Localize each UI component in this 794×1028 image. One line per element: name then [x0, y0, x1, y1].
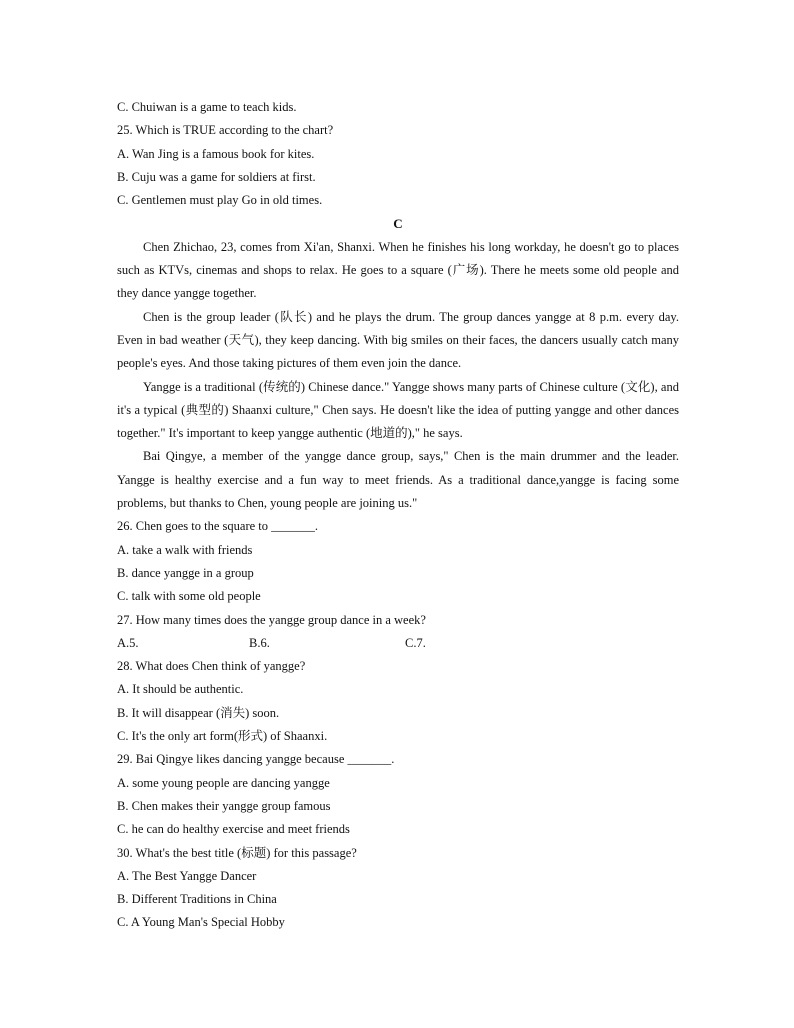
- option-b: B. dance yangge in a group: [117, 565, 254, 580]
- option-c: C. Gentlemen must play Go in old times.: [117, 193, 323, 208]
- option-a: A. It should be authentic.: [117, 682, 244, 697]
- paragraph: Chen Zhichao, 23, comes from Xi'an, Shanxi. When he finishes his long workday, he doesn't go to places such as KTVs, cinemas and shops to relax. He goes to a square (广场). There he meets some old people and they dance yangge together.: [117, 239, 679, 301]
- question-25: [117, 119, 679, 212]
- question-stem: 30. What's the best title (标题) for this passage?: [117, 845, 357, 860]
- option-a: A. The Best Yangge Dancer: [117, 868, 257, 883]
- option-b: B. Chen makes their yangge group famous: [117, 798, 331, 813]
- option-b: B. Cuju was a game for soldiers at first.: [117, 169, 316, 184]
- question-stem: 25. Which is TRUE according to the chart?: [117, 123, 334, 138]
- option-a: A. some young people are dancing yangge: [117, 775, 330, 790]
- paragraph: Yangge is a traditional (传统的) Chinese dance." Yangge shows many parts of Chinese culture (文化), and it's a typical (典型的) Shaanxi culture," Chen says. He doesn't like the idea of putting yangge and other dances together." It's important to keep yangge authentic (地道的)," he says.: [117, 379, 679, 441]
- paragraph: Chen is the group leader (队长) and he plays the drum. The group dances yangge at 8 p.m. every day. Even in bad weather (天气), they keep dancing. With big smiles on their faces, the dancers usually catch many people's eyes. And those taking pictures of them even join the dance.: [117, 309, 679, 371]
- option-a: A.5.: [117, 635, 139, 650]
- question-stem: 29. Bai Qingye likes dancing yangge because _______.: [117, 752, 395, 767]
- question-stem: 26. Chen goes to the square to _______.: [117, 519, 319, 534]
- option-a: A. take a walk with friends: [117, 542, 253, 557]
- question-stem: 28. What does Chen think of yangge?: [117, 659, 306, 674]
- option-c: C. talk with some old people: [117, 589, 261, 604]
- question-30: [117, 842, 679, 935]
- option-c: C. he can do healthy exercise and meet friends: [117, 822, 350, 837]
- question-28: [117, 655, 679, 748]
- question-26: [117, 515, 679, 608]
- option-c: C.7.: [405, 635, 426, 650]
- paragraph: Bai Qingye, a member of the yangge dance group, says," Chen is the main drummer and the leader. Yangge is healthy exercise and a fun way to meet friends. As a traditional dance,yangge is facing some problems, but thanks to Chen, young people are joining us.": [117, 449, 679, 511]
- question-27: [117, 609, 679, 656]
- option-b: B. It will disappear (消失) soon.: [117, 705, 280, 720]
- option-b: B. Different Traditions in China: [117, 892, 277, 907]
- passage-c: [117, 212, 679, 515]
- question-stem: 27. How many times does the yangge group dance in a week?: [117, 612, 426, 627]
- option-c: C. A Young Man's Special Hobby: [117, 915, 285, 930]
- option-b: B.6.: [249, 635, 270, 650]
- prev-question-option-c: C. Chuiwan is a game to teach kids.: [117, 100, 297, 114]
- question-29: [117, 748, 679, 841]
- exam-page: [117, 96, 679, 935]
- option-c: C. It's the only art form(形式) of Shaanxi.: [117, 729, 328, 744]
- option-a: A. Wan Jing is a famous book for kites.: [117, 146, 315, 161]
- section-heading: C: [393, 216, 403, 232]
- options-row: [117, 632, 679, 655]
